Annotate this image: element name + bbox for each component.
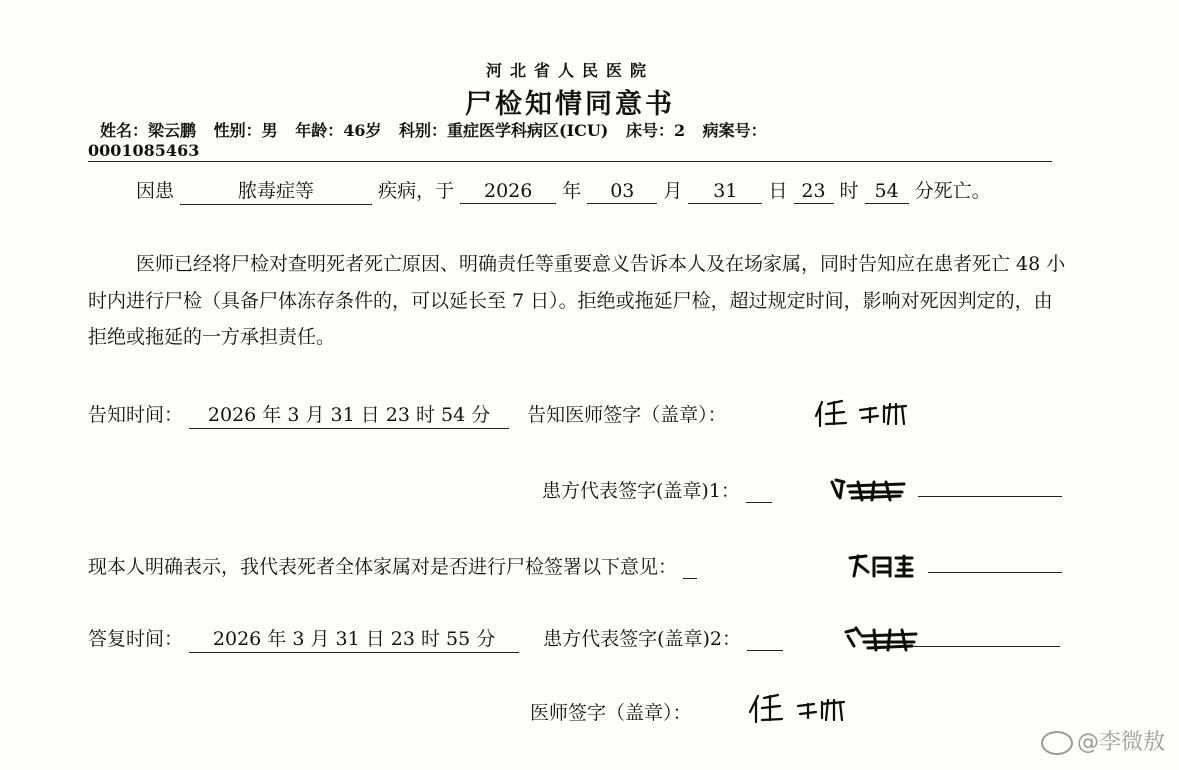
rep2-label: 患方代表签字(盖章)2：: [543, 628, 742, 650]
patient-sex: 性别：男: [213, 121, 278, 140]
document-title: 尸检知情同意书: [465, 89, 675, 120]
death-statement: [136, 176, 991, 205]
rep2-signature-line: [912, 646, 1060, 647]
patient-bed: 床号：2: [625, 121, 686, 140]
death-minute: 54: [865, 180, 909, 204]
decision-blank: [683, 556, 697, 579]
weibo-logo-icon: [1041, 731, 1073, 755]
rep1-signature-line: [918, 496, 1062, 497]
notify-doctor-label: 告知医师签字（盖章）：: [527, 404, 727, 426]
patient-info-line: [100, 118, 779, 141]
rep1-line: [542, 476, 772, 503]
decision-label: 现本人明确表示，我代表死者全体家属对是否进行尸检签署以下意见：: [88, 556, 678, 578]
watermark-text: @李微敖: [1076, 730, 1165, 755]
rep2-blank: [747, 628, 783, 651]
header-divider: [88, 161, 1052, 162]
decision-handwriting-redacted: [846, 550, 916, 580]
decision-signature-line: [928, 572, 1062, 573]
notify-time: 2026 年 3 月 31 日 23 时 54 分: [189, 400, 509, 429]
death-year: 2026: [460, 180, 556, 204]
case-number-label: 病案号：: [702, 121, 767, 140]
death-hour: 23: [794, 180, 834, 204]
death-month: 03: [587, 180, 657, 204]
consent-paragraph: 医师已经将尸检对查明死者死亡原因、明确责任等重要意义告诉本人及在场家属，同时告知应在患者死亡 48 小时内进行尸检（具备尸体冻存条件的，可以延长至 7 日）。拒绝或拖延尸检，超过规定时间，影响对死因判定的，由拒绝或拖延的一方承担责任。: [88, 253, 1066, 348]
minute-label: 分死亡。: [914, 180, 991, 202]
reply-line: [88, 624, 783, 653]
hospital-name: 河北省人民医院: [485, 61, 654, 80]
weibo-watermark: [1041, 725, 1165, 756]
patient-dept: 科别：重症医学科病区(ICU): [399, 121, 609, 140]
patient-age: 年龄：46岁: [295, 121, 382, 140]
doctor-signature-1: [812, 396, 922, 430]
hour-label: 时: [839, 180, 859, 202]
disease-field: 脓毒症等: [180, 176, 372, 205]
death-mid: 疾病，于: [378, 180, 455, 202]
reply-time-label: 答复时间：: [88, 628, 184, 650]
reply-time: 2026 年 3 月 31 日 23 时 55 分: [189, 624, 519, 653]
case-number: 0001085463: [88, 141, 200, 160]
decision-line: [88, 552, 697, 579]
rep2-signature-redacted: [842, 622, 920, 652]
doctor-line: [530, 698, 692, 725]
death-day: 31: [688, 180, 762, 204]
notify-line: [88, 400, 727, 429]
month-label: 月: [663, 180, 683, 202]
year-label: 年: [562, 180, 582, 202]
patient-name: 姓名：梁云鹏: [100, 121, 197, 140]
death-prefix: 因患: [136, 180, 175, 202]
rep1-signature-redacted: [828, 474, 908, 504]
day-label: 日: [768, 180, 788, 202]
doctor-signature-2: [746, 690, 860, 726]
notify-time-label: 告知时间：: [88, 404, 184, 426]
rep1-blank: [746, 480, 772, 503]
rep1-label: 患方代表签字(盖章)1：: [542, 480, 740, 502]
doctor-sign-label: 医师签字（盖章）：: [530, 702, 692, 724]
